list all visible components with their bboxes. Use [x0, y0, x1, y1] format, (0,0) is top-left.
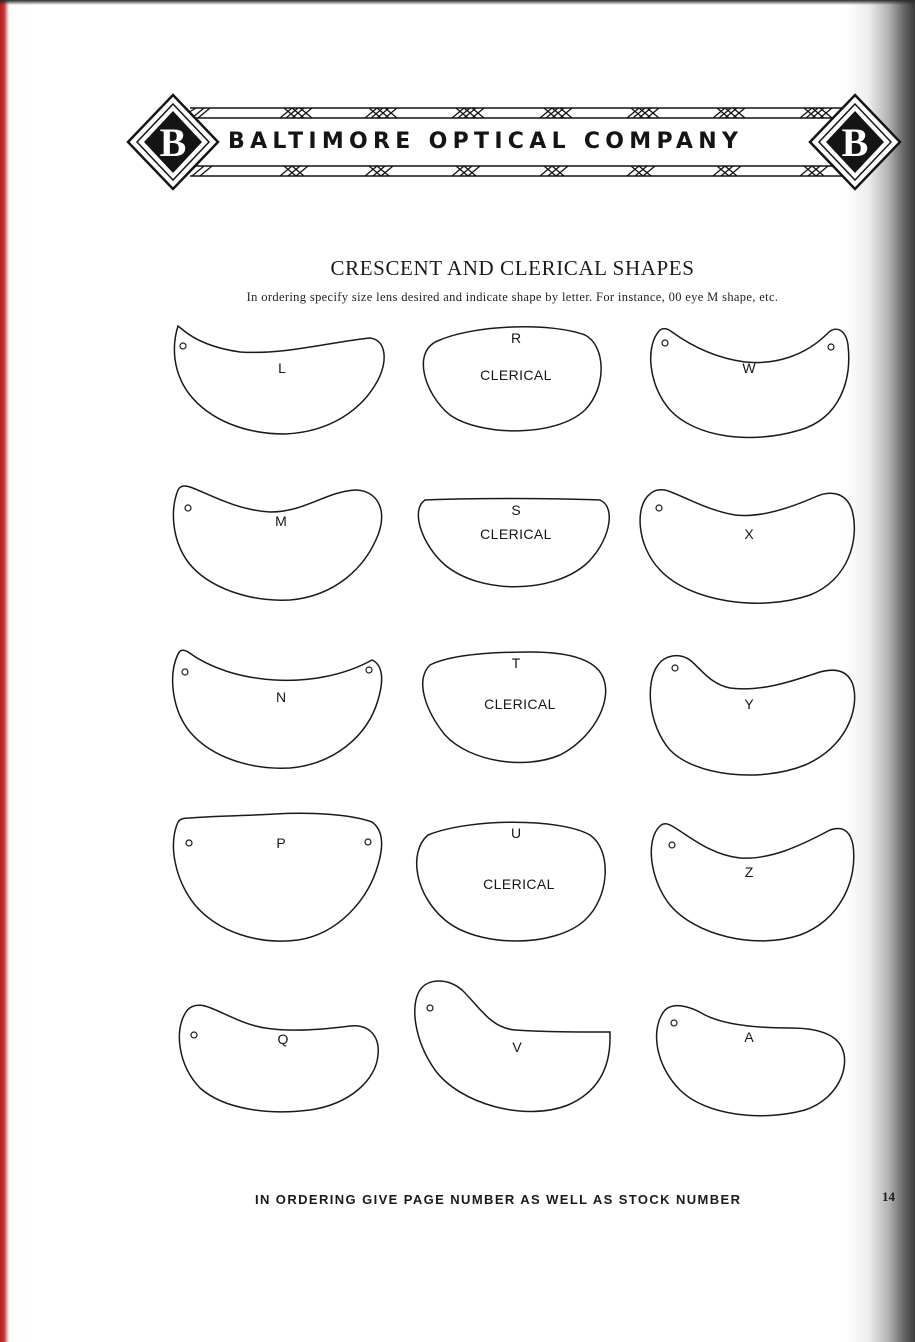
shape-letter-W: W	[742, 360, 756, 376]
shape-letter-P: P	[276, 835, 286, 851]
shape-letter-M: M	[275, 513, 287, 529]
shape-letter-X: X	[744, 526, 754, 542]
lens-shape-M	[173, 486, 381, 600]
lens-shape-N	[173, 650, 382, 768]
lens-shape-L	[174, 326, 384, 434]
shape-letter-U: U	[510, 825, 522, 841]
lens-shape-Y	[650, 656, 854, 775]
logo-left-letter: B	[159, 120, 187, 165]
lens-shape-W	[651, 329, 849, 438]
lens-shape-S	[418, 499, 609, 587]
lens-shape-P	[173, 813, 381, 941]
shape-letter-Q: Q	[277, 1031, 289, 1047]
shape-letter-Z: Z	[744, 864, 754, 880]
shape-letter-T: T	[511, 655, 521, 671]
shape-caption-R: CLERICAL	[480, 367, 552, 383]
shape-letter-Y: Y	[744, 696, 754, 712]
page-title: CRESCENT AND CLERICAL SHAPES	[330, 256, 695, 280]
lens-shape-T	[423, 652, 606, 762]
ordering-instruction: In ordering specify size lens desired and indicate shape by letter. For instance, 00 eye M shape, etc.	[246, 290, 779, 304]
page-number: 14	[882, 1189, 895, 1204]
shape-caption-S: CLERICAL	[480, 526, 552, 542]
lens-shape-A	[657, 1006, 845, 1116]
lens-shape-X	[640, 490, 854, 603]
lens-shape-R	[423, 327, 601, 431]
shape-caption-U: CLERICAL	[483, 876, 555, 892]
footer-note: IN ORDERING GIVE PAGE NUMBER AS WELL AS STOCK NUMBER	[255, 1192, 742, 1207]
shape-letter-L: L	[278, 360, 286, 376]
lens-shape-Q	[179, 1005, 378, 1112]
logo-right-letter: B	[841, 120, 869, 165]
shape-letter-A: A	[744, 1029, 754, 1045]
company-name: BALTIMORE OPTICAL COMPANY	[228, 129, 744, 154]
shape-letter-V: V	[512, 1039, 522, 1055]
lens-shape-U	[417, 822, 606, 941]
shape-letter-R: R	[510, 330, 522, 346]
shape-caption-T: CLERICAL	[484, 696, 556, 712]
shape-letter-S: S	[511, 502, 521, 518]
shape-letter-N: N	[275, 689, 287, 705]
lens-shape-V	[415, 981, 610, 1111]
lens-shape-Z	[651, 824, 854, 941]
